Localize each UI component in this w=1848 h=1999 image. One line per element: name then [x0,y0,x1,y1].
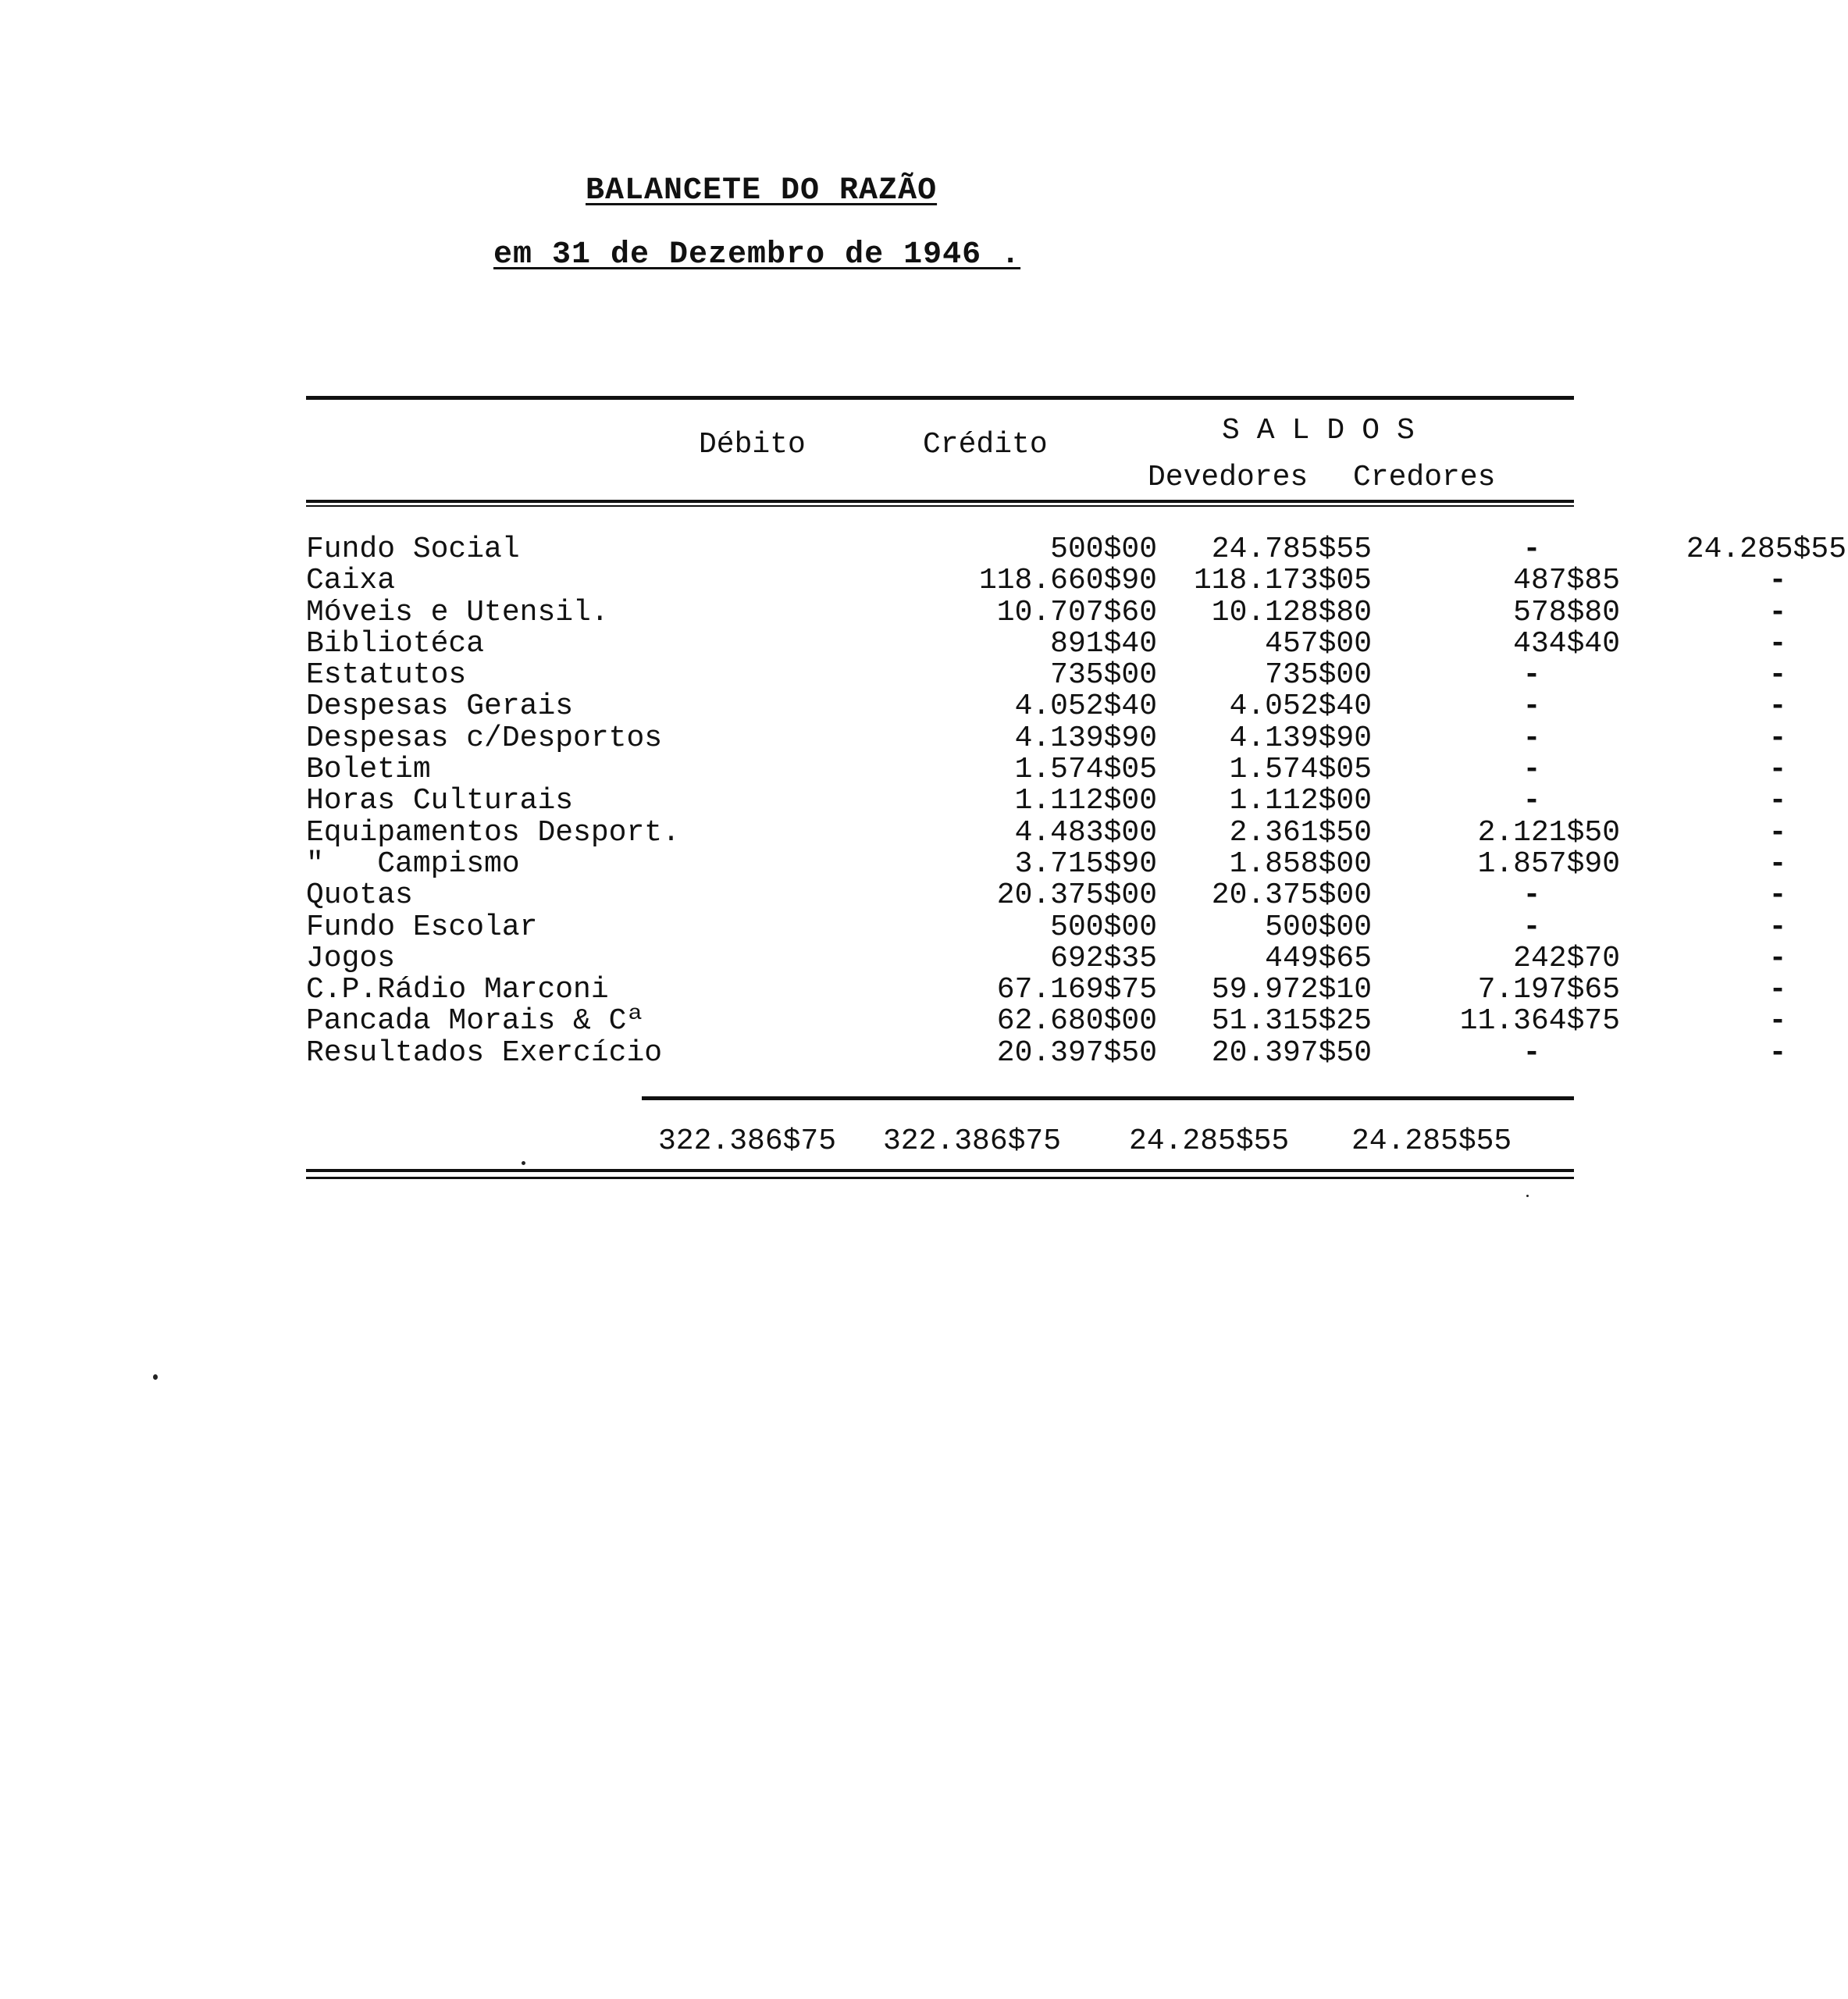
credito-value: 20.397$50 [1211,1035,1372,1070]
credores-value: - [1768,941,1787,975]
debito-value: 10.707$60 [996,595,1157,629]
paper-speck [1526,1195,1529,1197]
header-devedores: Devedores [1148,461,1309,494]
account-name: Quotas [306,878,413,913]
credito-value: 2.361$50 [1229,815,1372,850]
header-debito: Débito [699,428,806,461]
debito-value: 1.112$00 [1014,784,1157,818]
account-name: Pancada Morais & Cª [306,1004,645,1039]
total-credores: 24.285$55 [1351,1124,1512,1158]
total-debito: 322.386$75 [658,1124,837,1158]
table-row [306,689,1787,724]
credito-value: 500$00 [1265,910,1372,944]
total-devedores: 24.285$55 [1129,1124,1290,1158]
credores-value: - [1768,753,1787,787]
credito-value: 118.173$05 [1193,564,1372,598]
table-row [306,1004,1787,1039]
debito-value: 500$00 [1050,533,1157,566]
table-row [306,753,1787,787]
table-row [306,784,1787,818]
credito-value: 10.128$80 [1211,595,1372,629]
header-rule-thin [306,505,1574,507]
account-name: Horas Culturais [306,784,574,818]
table-row [306,815,1787,850]
devedores-value: - [1522,533,1541,566]
header-credito: Crédito [923,428,1048,461]
debito-value: 3.715$90 [1014,846,1157,881]
table-row [306,846,1787,881]
table-row [306,626,1787,661]
account-name: Boletim [306,753,431,787]
table-row [306,721,1787,755]
account-name: Fundo Social [306,533,520,566]
document-title: BALANCETE DO RAZÃO [586,173,938,208]
credito-value: 1.858$00 [1229,846,1372,881]
devedores-value: - [1522,878,1541,913]
credito-value: 1.574$05 [1229,753,1372,787]
devedores-value: - [1522,721,1541,755]
devedores-value: 487$85 [1513,564,1620,598]
table-row [306,564,1787,598]
totals-rule [642,1096,1574,1100]
devedores-value: - [1522,658,1541,693]
bottom-double-rule-thin [306,1177,1574,1179]
credores-value: 24.285$55 [1686,533,1846,566]
credito-value: 59.972$10 [1211,973,1372,1007]
table-row [306,595,1787,629]
table-row [306,973,1787,1007]
table-row [306,658,1787,693]
debito-value: 118.660$90 [978,564,1157,598]
credito-value: 51.315$25 [1211,1004,1372,1039]
account-name: Despesas c/Desportos [306,721,663,755]
credores-value: - [1768,564,1787,598]
account-name: Estatutos [306,658,467,693]
header-credores: Credores [1353,461,1496,494]
devedores-value: 2.121$50 [1477,815,1620,850]
credito-value: 457$00 [1265,626,1372,661]
ledger-table-body [306,533,1846,1070]
table-row [306,910,1787,944]
table-row [306,1035,1787,1070]
account-name: Equipamentos Desport. [306,815,680,850]
header-rule [306,500,1574,503]
debito-value: 1.574$05 [1014,753,1157,787]
devedores-value: - [1522,753,1541,787]
devedores-value: - [1522,689,1541,724]
account-name: Fundo Escolar [306,910,538,944]
debito-value: 500$00 [1050,910,1157,944]
credores-value: - [1768,689,1787,724]
header-saldos: SALDOS [1222,414,1432,447]
devedores-value: 434$40 [1513,626,1620,661]
credores-value: - [1768,846,1787,881]
credores-value: - [1768,1004,1787,1039]
account-name: C.P.Rádio Marconi [306,973,609,1007]
account-name: " Campismo [306,846,520,881]
credito-value: 4.139$90 [1229,721,1372,755]
devedores-value: 7.197$65 [1477,973,1620,1007]
devedores-value: - [1522,910,1541,944]
devedores-value: 11.364$75 [1459,1004,1620,1039]
table-top-rule [306,396,1574,400]
devedores-value: 578$80 [1513,595,1620,629]
credores-value: - [1768,721,1787,755]
credores-value: - [1768,973,1787,1007]
credito-value: 24.785$55 [1211,533,1372,566]
devedores-value: - [1522,1035,1541,1070]
credores-value: - [1768,784,1787,818]
table-row [306,941,1787,975]
devedores-value: - [1522,784,1541,818]
credores-value: - [1768,626,1787,661]
credores-value: - [1768,1035,1787,1070]
devedores-value: 1.857$90 [1477,846,1620,881]
account-name: Resultados Exercício [306,1035,663,1070]
table-row [306,533,1846,566]
debito-value: 4.139$90 [1014,721,1157,755]
debito-value: 4.483$00 [1014,815,1157,850]
credito-value: 449$65 [1265,941,1372,975]
paper-speck [153,1374,158,1380]
credito-value: 20.375$00 [1211,878,1372,913]
account-name: Bibliotéca [306,626,485,661]
devedores-value: 242$70 [1513,941,1620,975]
debito-value: 67.169$75 [996,973,1157,1007]
document-subtitle: em 31 de Dezembro de 1946 . [493,237,1021,273]
account-name: Caixa [306,564,396,598]
paper-speck [522,1161,525,1165]
credito-value: 735$00 [1265,658,1372,693]
credito-value: 4.052$40 [1229,689,1372,724]
table-row [306,878,1787,913]
bottom-double-rule [306,1169,1574,1172]
debito-value: 62.680$00 [996,1004,1157,1039]
debito-value: 20.375$00 [996,878,1157,913]
account-name: Despesas Gerais [306,689,574,724]
credores-value: - [1768,910,1787,944]
debito-value: 20.397$50 [996,1035,1157,1070]
total-credito: 322.386$75 [883,1124,1062,1158]
credores-value: - [1768,815,1787,850]
debito-value: 4.052$40 [1014,689,1157,724]
debito-value: 891$40 [1050,626,1157,661]
debito-value: 735$00 [1050,658,1157,693]
account-name: Jogos [306,941,396,975]
account-name: Móveis e Utensil. [306,595,609,629]
credores-value: - [1768,658,1787,693]
credores-value: - [1768,878,1787,913]
credores-value: - [1768,595,1787,629]
debito-value: 692$35 [1050,941,1157,975]
credito-value: 1.112$00 [1229,784,1372,818]
